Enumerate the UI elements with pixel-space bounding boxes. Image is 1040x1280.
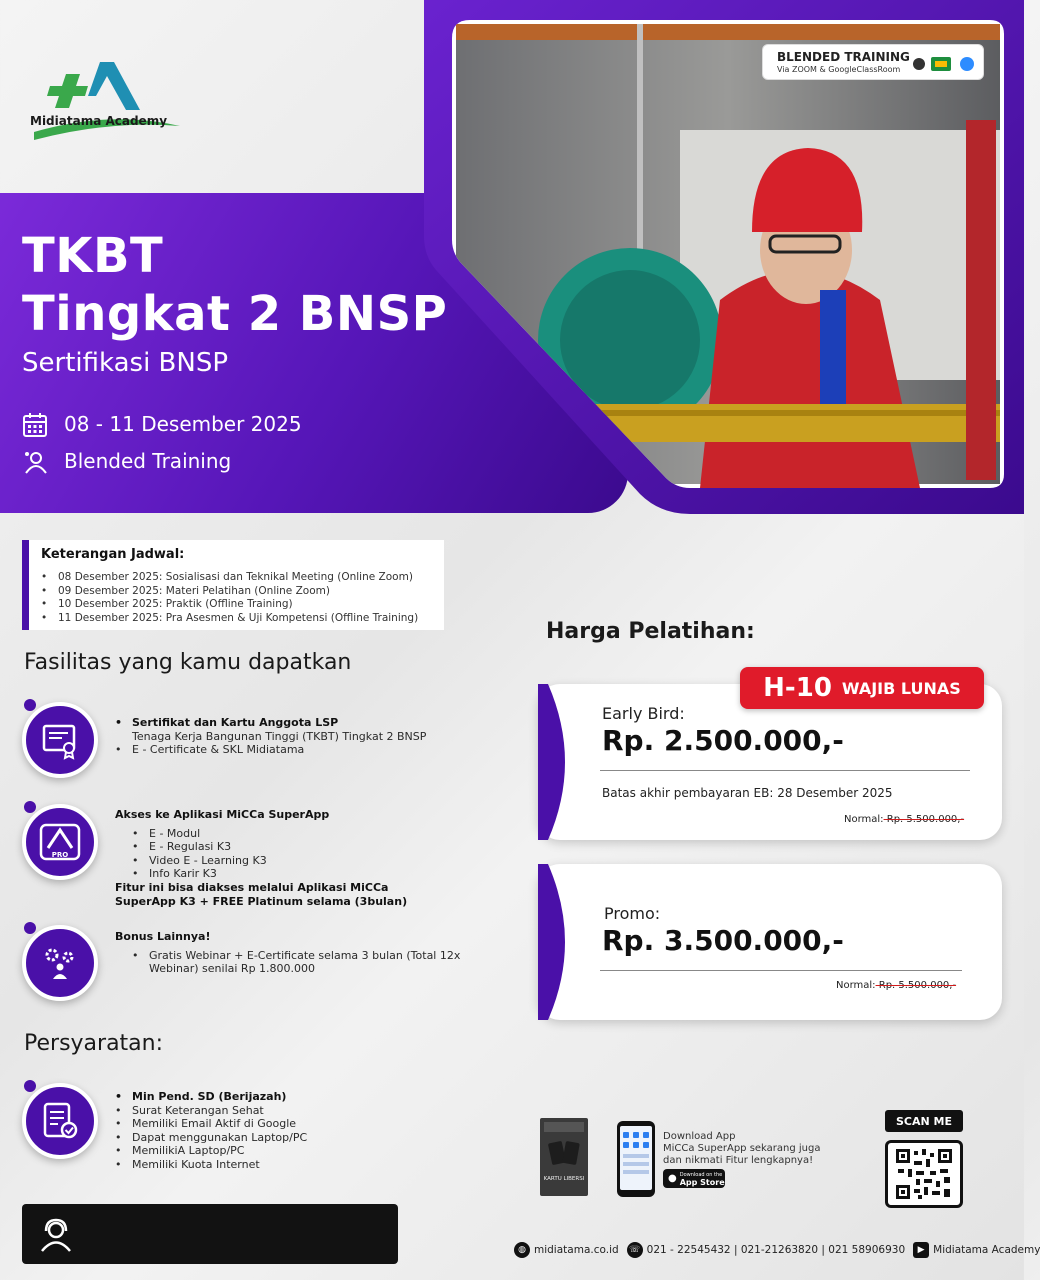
feature-1-text (115, 716, 426, 757)
feature-circle (22, 702, 98, 778)
phone-icon: ☏ (627, 1242, 643, 1258)
schedule-box (22, 540, 444, 630)
feature-circle (22, 804, 98, 880)
feature-2-item: • E - Modul (115, 827, 407, 841)
badge-subtitle: Via ZOOM & GoogleClassRoom (777, 65, 901, 74)
schedule-item: • 08 Desember 2025: Sosialisasi dan Teknikal Meeting (Online Zoom) (41, 571, 413, 583)
badge-title: BLENDED TRAINING (777, 50, 910, 64)
schedule-title: Keterangan Jadwal: (41, 547, 185, 562)
hero-title-line2: Tingkat 2 BNSP (22, 286, 448, 342)
feature-2-text (115, 808, 407, 908)
facilities-heading: Fasilitas yang kamu dapatkan (24, 650, 352, 675)
feature-circle (22, 925, 98, 1001)
feature-3-title: Bonus Lainnya! (115, 930, 211, 943)
hero-title-line1: TKBT (22, 228, 164, 284)
member-card-image (540, 1118, 588, 1196)
micca-pro-icon (38, 822, 82, 862)
promo-card (538, 864, 1002, 1020)
footer-contacts (514, 1242, 1040, 1258)
app-store-big: App Store (679, 1177, 725, 1187)
youtube-icon: ▶ (913, 1242, 929, 1258)
pro-label: PRO (51, 851, 69, 859)
h10-wajib-lunas: WAJIB LUNAS (841, 678, 961, 698)
footer-phones: 021 - 22545432 | 021-21263820 | 021 58906930 (646, 1244, 906, 1256)
requirement-item: • Surat Keterangan Sehat (115, 1104, 307, 1118)
footer-website[interactable]: midiatama.co.id (534, 1244, 619, 1256)
promo-price: Rp. 3.500.000,- (602, 924, 844, 957)
requirements-circle (22, 1083, 98, 1159)
calendar-icon (22, 412, 48, 438)
feature-2-note-line1: Fitur ini bisa diakses melalui Aplikasi MiCCa (115, 880, 389, 894)
phone-mockup-icon (616, 1120, 656, 1198)
requirement-item: • Memiliki Email Aktif di Google (115, 1117, 307, 1131)
feature-dot (24, 699, 36, 711)
customer-service-icon (38, 1218, 74, 1252)
card-divider (600, 770, 970, 771)
feature-3-line1: • Gratis Webinar + E-Certificate selama 3 bulan (Total 12x (115, 949, 460, 963)
globe-icon: ◍ (514, 1242, 530, 1258)
feature-3-line2: Webinar) senilai Rp 1.800.000 (149, 962, 316, 976)
requirement-item: • Min Pend. SD (Berijazah) (115, 1090, 307, 1104)
app-promo-text (663, 1131, 821, 1167)
hero-subtitle: Sertifikasi BNSP (22, 348, 229, 378)
card-accent (538, 684, 582, 840)
feature-1-sub: Tenaga Kerja Bangunan Tinggi (TKBT) Tingkat 2 BNSP (132, 729, 427, 743)
pricing-heading: Harga Pelatihan: (546, 619, 755, 644)
feature-2-item: • E - Regulasi K3 (115, 840, 407, 854)
training-icon (22, 449, 48, 475)
schedule-item: • 09 Desember 2025: Materi Pelatihan (Online Zoom) (41, 585, 330, 597)
card-divider (600, 970, 962, 971)
feature-dot (24, 1080, 36, 1092)
feature-2-item: • Video E - Learning K3 (115, 854, 407, 868)
checklist-icon (40, 1101, 80, 1141)
brand-name: Midiatama Academy (30, 114, 168, 128)
h10-label: H-10 (763, 673, 832, 703)
feature-1-title: • Sertifikat dan Kartu Anggota LSP (115, 716, 426, 730)
feature-dot (24, 922, 36, 934)
requirements-heading: Persyaratan: (24, 1031, 164, 1056)
feature-2-title: Akses ke Aplikasi MiCCa SuperApp (115, 808, 330, 821)
early-bird-label: Early Bird: (602, 704, 685, 723)
schedule-item: • 11 Desember 2025: Pra Asesmen & Uji Kompetensi (Offline Training) (41, 612, 418, 624)
requirement-item: • MemilikiA Laptop/PC (115, 1144, 307, 1158)
early-bird-normal: Normal: Rp. 5.500.000,- (844, 814, 965, 825)
card-accent (538, 864, 582, 1020)
app-promo-line2: MiCCa SuperApp sekarang juga (663, 1143, 821, 1154)
feature-1-item: • E - Certificate & SKL Midiatama (115, 743, 426, 757)
certificate-icon (40, 720, 80, 760)
footer-youtube[interactable]: Midiatama Academy (933, 1244, 1040, 1256)
feature-2-item: • Info Karir K3 (115, 867, 407, 881)
requirement-item: • Memiliki Kuota Internet (115, 1158, 307, 1172)
blended-training-badge (762, 44, 984, 80)
member-card-text: KARTU LIBERSI (543, 1176, 585, 1182)
promo-normal: Normal: Rp. 5.500.000,- (836, 980, 957, 991)
promo-label: Promo: (604, 904, 661, 923)
qr-code-frame[interactable] (885, 1140, 963, 1208)
early-bird-price: Rp. 2.500.000,- (602, 724, 844, 757)
apple-icon: ● (668, 1173, 677, 1184)
contact-bar (22, 1204, 398, 1264)
hero-mode: Blended Training (64, 449, 232, 473)
h10-banner (740, 667, 984, 709)
app-store-button[interactable] (663, 1169, 725, 1188)
early-bird-deadline: Batas akhir pembayaran EB: 28 Desember 2025 (602, 786, 893, 800)
gears-user-icon (40, 943, 80, 983)
requirement-item: • Dapat menggunakan Laptop/PC (115, 1131, 307, 1145)
feature-2-note-line2: SuperApp K3 + FREE Platinum selama (3bulan) (115, 894, 408, 908)
hero-date: 08 - 11 Desember 2025 (64, 412, 302, 436)
scan-me-label: SCAN ME (885, 1110, 963, 1132)
feature-3-text (115, 930, 460, 976)
app-store-small: Download on the (679, 1171, 723, 1178)
app-promo-line1: Download App (663, 1131, 736, 1142)
feature-dot (24, 801, 36, 813)
requirements-list (115, 1090, 307, 1172)
platform-icons (911, 55, 977, 73)
schedule-item: • 10 Desember 2025: Praktik (Offline Training) (41, 598, 293, 610)
qr-code-icon (896, 1149, 952, 1199)
app-promo-line3: dan nikmati Fitur lengkapnya! (663, 1155, 814, 1166)
